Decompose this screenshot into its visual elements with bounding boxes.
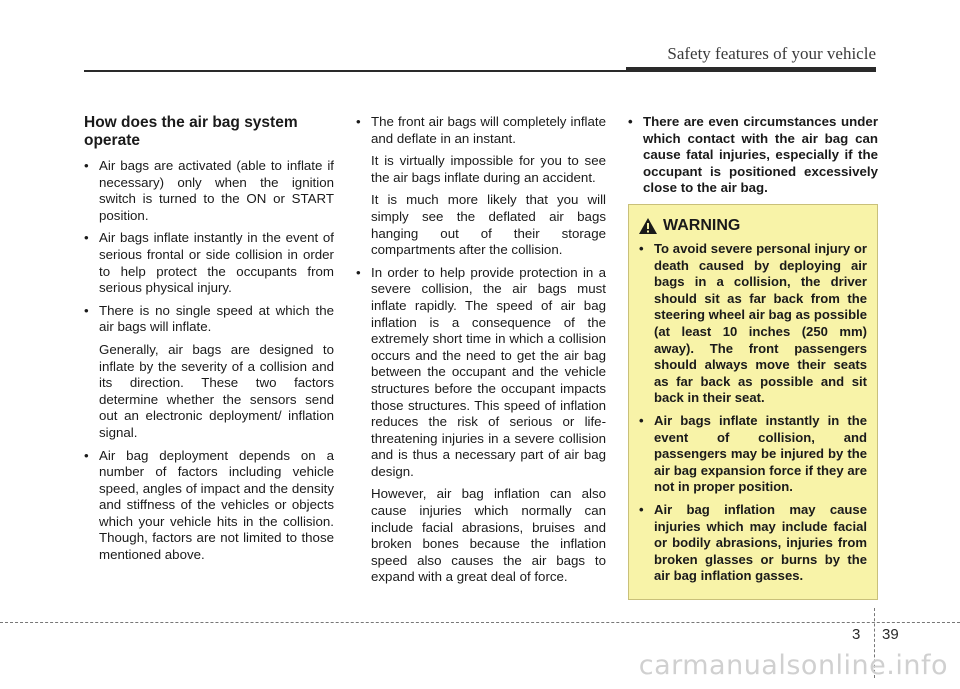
- footer-rule: [0, 622, 960, 623]
- header-rule-accent: [626, 67, 876, 72]
- page-number: 39: [882, 626, 899, 643]
- list-item: • There is no single speed at which the air bags will inflate.: [84, 302, 334, 335]
- list-item: • Air bag inflation may cause injuries which may include facial or bodily abrasions, injuries from broken glasses or burns by the air bag inflation gasses.: [639, 501, 867, 584]
- warning-title-text: WARNING: [663, 217, 741, 234]
- watermark: carmanualsonline.info: [638, 650, 948, 681]
- bullet-icon: •: [84, 302, 89, 318]
- list-item: • Air bags are activated (able to inflate if necessary) only when the ignition switch is turned to the ON or START position.: [84, 158, 334, 223]
- list-item: • Air bags inflate instantly in the event of serious frontal or side collision in order to help protect the occupants from serious physical injury.: [84, 230, 334, 296]
- warning-box: [628, 204, 878, 600]
- column-1: [84, 114, 334, 570]
- paragraph: However, air bag inflation can also cause injuries which normally can include facial abrasions, bruises and broken bones because the inflation speed also causes the air bags to expand with a great deal of force.: [371, 486, 606, 585]
- list-item: • Air bag deployment depends on a number of factors including vehicle speed, angles of impact and the density and stiffness of the vehicles or objects which your vehicle hits in the collision. Though, factors are not limited to those mentioned above.: [84, 447, 334, 563]
- list-item: • Air bags inflate instantly in the event of collision, and passengers may be injured by the air bag expansion force if they are not in proper position.: [639, 412, 867, 495]
- section-heading: How does the air bag system operate: [84, 114, 298, 149]
- paragraph: Generally, air bags are designed to inflate by the severity of a collision and its direction. These two factors determine whether the sensors send out an electronic deployment/ inflation signal.: [99, 341, 334, 440]
- bullet-icon: •: [639, 412, 644, 428]
- list-item: • In order to help provide protection in a severe collision, the air bags must inflate rapidly. The speed of air bag inflation is a consequence of the extremely short time in which a collision occurs and the need to get the air bag between the occupant and the vehicle structures before the occupant impacts those structures. This speed of inflation reduces the risk of serious or life-threatening injuries in a severe collision and is thus a necessary part of air bag design.: [356, 264, 606, 479]
- list-item: • There are even circumstances under which contact with the air bag can cause fatal injuries, especially if the occupant is positioned excessively close to the air bag.: [628, 114, 878, 196]
- list-item: • The front air bags will completely inflate and deflate in an instant.: [356, 114, 606, 146]
- warning-triangle-icon: [639, 218, 657, 234]
- warning-title: [639, 217, 867, 235]
- bullet-icon: •: [628, 114, 633, 129]
- bullet-icon: •: [356, 114, 361, 129]
- paragraph: It is much more likely that you will simply see the deflated air bags hanging out of their storage compartments after the collision.: [371, 192, 606, 258]
- list-item: • To avoid severe personal injury or death caused by deploying air bags in a collision, the driver should sit as far back from the steering wheel air bag as possible (at least 10 inches (250 mm) away). The front passengers should always move their seats as far back as possible and sit back in their seat.: [639, 241, 867, 406]
- column-3: [628, 114, 878, 203]
- bullet-icon: •: [84, 158, 89, 173]
- bullet-icon: •: [356, 264, 361, 280]
- bullet-icon: •: [84, 447, 89, 463]
- bullet-icon: •: [84, 230, 89, 246]
- column-2: [356, 114, 606, 592]
- paragraph: It is virtually impossible for you to see the air bags inflate during an accident.: [371, 153, 606, 185]
- bullet-icon: •: [639, 241, 644, 256]
- bullet-icon: •: [639, 501, 644, 517]
- page-header-title: Safety features of your vehicle: [667, 44, 876, 63]
- chapter-number: 3: [852, 626, 861, 643]
